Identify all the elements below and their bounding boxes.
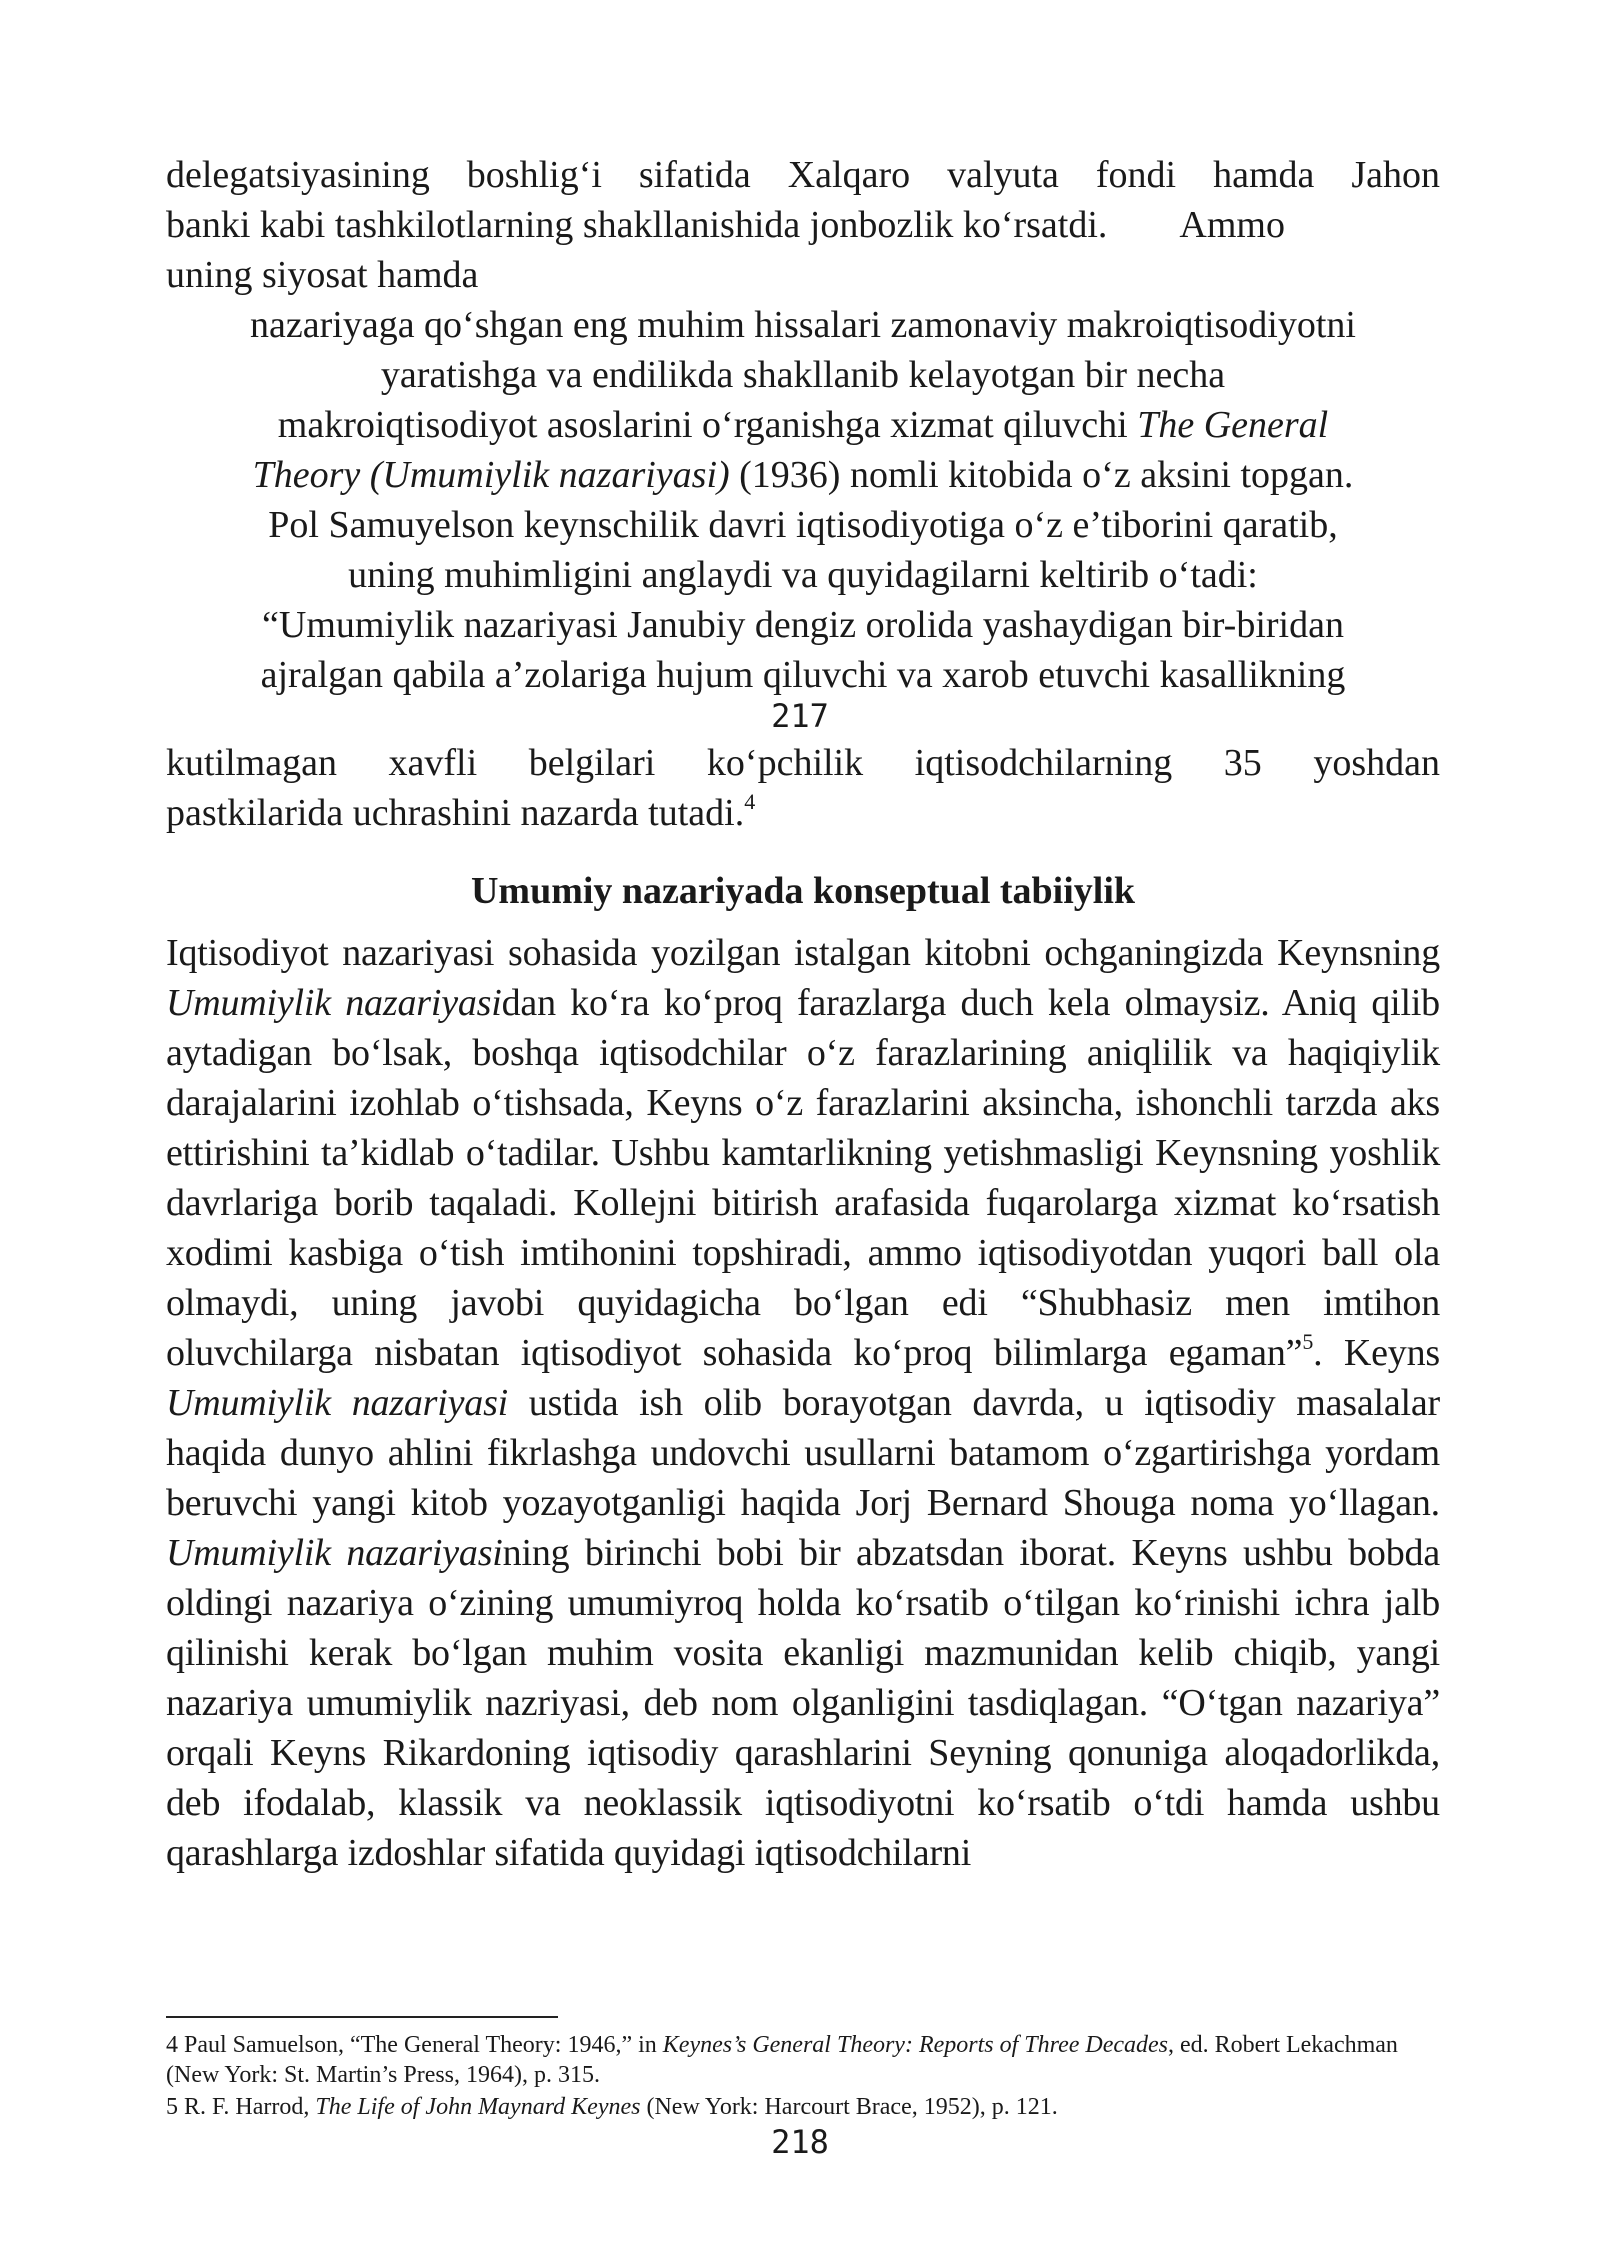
footnote-ref-4[interactable]: 4 [744,789,756,814]
centered-line-4: Theory (Umumiylik nazariyasi) (1936) nomli kitobida o‘z aksini topgan. [252,454,1354,496]
centered-line-3: makroiqtisodiyot asoslarini o‘rganishga xizmat qiluvchi The General [277,404,1329,446]
top-fragment [166,150,1440,700]
top-line-1: delegatsiyasining boshlig‘i sifatida Xalqaro valyuta fondi hamda Jahon [166,154,1440,196]
centered-line-8: ajralgan qabila a’zolariga hujum qiluvchi va xarob etuvchi kasallikning [260,654,1346,696]
continuation-line-2: pastkilarida uchrashini nazarda tutadi.$^4$ [166,789,756,834]
centered-line-2: yaratishga va endilikda shakllanib kelayotgan bir necha [380,354,1226,396]
continuation-line-1: kutilmagan xavfli belgilari ko‘pchilik iqtisodchilarning 35 yoshdan [166,742,1440,784]
centered-line-1: nazariyaga qo‘shgan eng muhim hissalari zamonaviy makroiqtisodiyotni [250,304,1356,346]
footnote-5: 5 R. F. Harrod, The Life of John Maynard Keynes (New York: Harcourt Brace, 1952), p. 121. [166,2094,1058,2120]
section-heading: Umumiy nazariyada konseptual tabiiylik [470,870,1136,912]
body-paragraph: Iqtisodiyot nazariyasi sohasida yozilgan istalgan kitobni ochganingizda Keynsning Umumiylik nazariyasidan ko‘ra ko‘proq farazlarga duch kela olmaysiz. Aniq qilib aytadigan bo‘lsak, boshqa iqtisodchilar o‘z farazlarining aniqlilik va haqiqiylik darajalarini izohlab o‘tishsada, Keyns o‘z farazlarini aksincha, ishonchli tarzda aks ettirishini ta’kidlab o‘tadilar. Ushbu kamtarlikning yetishmasligi Keynsning yoshlik davrlariga borib taqaladi. Kollejni bitirish arafasida fuqarolarga xizmat ko‘rsatish xodimi kasbiga o‘tish imtihonini topshiradi, ammo iqtisodiyotdan yuqori ball ola olmaydi, uning javobi quyidagicha bo‘lgan edi “Shubhasiz men imtihon oluvchilarga nisbatan iqtisodiyot sohasida ko‘proq bilimlarga egaman”$^5$. Keyns Umumiylik nazariyasi ustida ish olib borayotgan davrda, u iqtisodiy masalalar haqida dunyo ahlini fikrlashga undovchi usullarni batamom o‘zgartirishga yordam beruvchi yangi kitob yozayotganligi haqida Jorj Bernard Shouga noma yo‘llagan. Umumiylik nazariyasining birinchi bobi bir abzatsdan iborat. Keyns ushbu bobda oldingi nazariya o‘zining umumiyroq holda ko‘rsatib o‘tilgan ko‘rinishi ichra jalb qilinishi kerak bo‘lgan muhim vosita ekanligi mazmunidan kelib chiqib, yangi nazariya umumiylik nazriyasi, deb nom olganligini tasdiqlagan. “O‘tgan nazariya” orqali Keyns Rikardoning iqtisodiy qarashlarini Seyning qonuniga aloqadorlikda, deb ifodalab, klassik va neoklassik iqtisodiyotni ko‘rsatib o‘tdi hamda ushbu qarashlarga izdoshlar sifatida quyidagi iqtisodchilarni [166,932,1441,1874]
centered-line-5: Pol Samuyelson keynschilik davri iqtisodiyotiga o‘z e’tiborini qaratib, [268,504,1338,546]
centered-line-7: “Umumiylik nazariyasi Janubiy dengiz orolida yashaydigan bir-biridan [262,604,1344,646]
page-number-218: 218 [771,2123,829,2161]
continuation-paragraph [166,738,1440,838]
centered-line-6: uning muhimligini anglaydi va quyidagilarni keltirib o‘tadi: [348,554,1258,596]
top-line-2: banki kabi tashkilotlarning shakllanishida jonbozlik ko‘rsatdi. Ammo [166,204,1285,246]
footnote-4: 4 Paul Samuelson, “The General Theory: 1946,” in Keynes’s General Theory: Reports of Three Decades, ed. Robert Lekachman (New York: St. Martin’s Press, 1964), p. 315. [166,2032,1398,2088]
footnote-divider [166,2016,558,2018]
top-line-3: uning siyosat hamda [166,254,479,296]
footnote-ref-5[interactable]: 5 [1302,1329,1314,1354]
body-block [166,928,1440,1878]
page-number-217: 217 [771,697,829,735]
